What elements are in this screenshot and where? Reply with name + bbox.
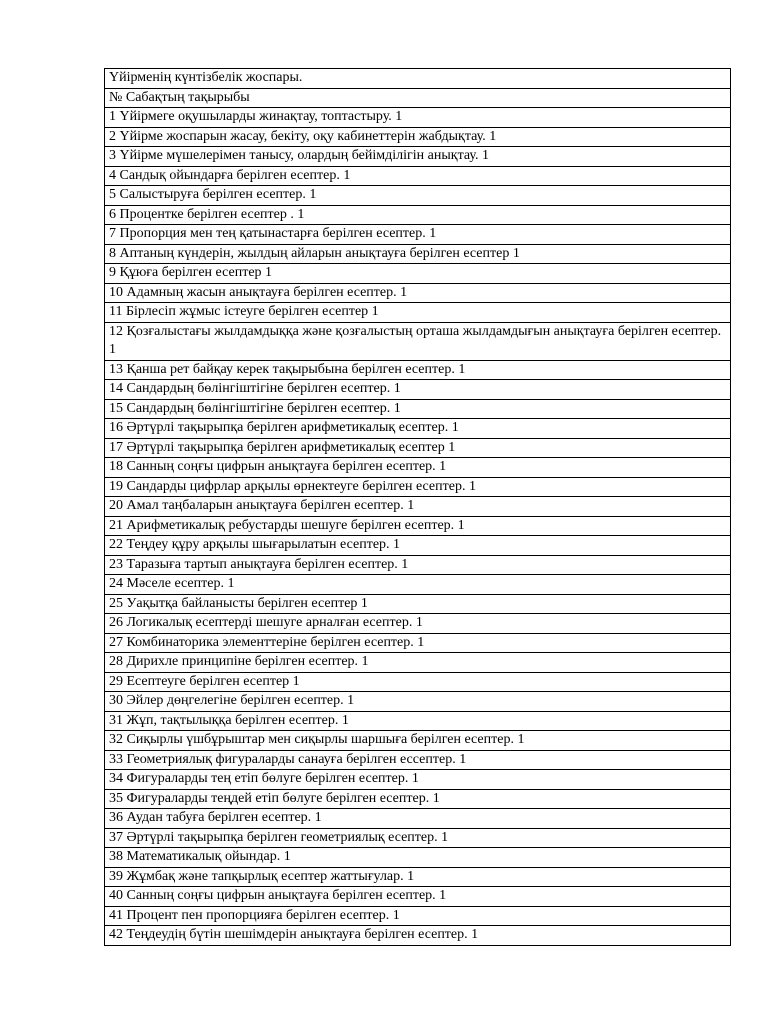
lesson-cell: 6 Процентке берілген есептер . 1 (105, 205, 731, 225)
table-row (105, 399, 731, 419)
lesson-cell: 17 Әртүрлі тақырыпқа берілген арифметикалық есептер 1 (105, 438, 731, 458)
lesson-cell: 29 Есептеуге берілген есептер 1 (105, 672, 731, 692)
lesson-cell: 3 Үйірме мүшелерімен танысу, олардың бейімділігін анықтау. 1 (105, 147, 731, 167)
table-row (105, 283, 731, 303)
table-row (105, 108, 731, 128)
lesson-cell: 12 Қозғалыстағы жылдамдыққа және қозғалыстың орташа жылдамдығын анықтауға берілген есептер. 1 (105, 322, 731, 360)
lesson-cell: 5 Салыстыруға берілген есептер. 1 (105, 186, 731, 206)
lesson-cell: 39 Жұмбақ және тапқырлық есептер жаттығулар. 1 (105, 867, 731, 887)
lesson-cell: 7 Пропорция мен тең қатынастарға берілген есептер. 1 (105, 225, 731, 245)
table-row (105, 303, 731, 323)
table-row (105, 516, 731, 536)
table-row (105, 380, 731, 400)
lesson-cell: 13 Қанша рет байқау керек тақырыбына берілген есептер. 1 (105, 360, 731, 380)
table-row (105, 711, 731, 731)
table-row (105, 692, 731, 712)
table-row (105, 653, 731, 673)
table-row (105, 828, 731, 848)
table-row (105, 906, 731, 926)
table-row (105, 477, 731, 497)
table-header-row (105, 88, 731, 108)
table-row (105, 497, 731, 517)
lesson-cell: 1 Үйірмеге оқушыларды жинақтау, топтастыру. 1 (105, 108, 731, 128)
lesson-cell: 18 Санның соңғы цифрын анықтауға берілген есептер. 1 (105, 458, 731, 478)
table-row (105, 789, 731, 809)
lesson-cell: 30 Эйлер дөңгелегіне берілген есептер. 1 (105, 692, 731, 712)
lesson-cell: 37 Әртүрлі тақырыпқа берілген геометриялық есептер. 1 (105, 828, 731, 848)
lesson-cell: 28 Дирихле принципіне берілген есептер. 1 (105, 653, 731, 673)
lesson-cell: 40 Санның соңғы цифрын анықтауға берілген есептер. 1 (105, 887, 731, 907)
table-row (105, 555, 731, 575)
table-title-row (105, 69, 731, 89)
lesson-cell: 36 Аудан табуға берілген есептер. 1 (105, 809, 731, 829)
table-row (105, 225, 731, 245)
lesson-cell: 21 Арифметикалық ребустарды шешуге берілген есептер. 1 (105, 516, 731, 536)
lesson-cell: 16 Әртүрлі тақырыпқа берілген арифметикалық есептер. 1 (105, 419, 731, 439)
table-row (105, 205, 731, 225)
table-row (105, 594, 731, 614)
lesson-cell: 11 Бірлесіп жұмыс істеуге берілген есептер 1 (105, 303, 731, 323)
table-row (105, 887, 731, 907)
lesson-cell: 35 Фигураларды теңдей етіп бөлуге берілген есептер. 1 (105, 789, 731, 809)
table-row (105, 867, 731, 887)
table-row (105, 186, 731, 206)
lesson-cell: 38 Математикалық ойындар. 1 (105, 848, 731, 868)
table-row (105, 731, 731, 751)
table-row (105, 147, 731, 167)
lesson-cell: 24 Мәселе есептер. 1 (105, 575, 731, 595)
lesson-cell: 41 Процент пен пропорцияға берілген есептер. 1 (105, 906, 731, 926)
table-row (105, 166, 731, 186)
table-row (105, 750, 731, 770)
lesson-cell: 32 Сиқырлы үшбұрыштар мен сиқырлы шаршыға берілген есептер. 1 (105, 731, 731, 751)
table-row (105, 575, 731, 595)
table-row (105, 360, 731, 380)
lesson-cell: 9 Құюға берілген есептер 1 (105, 264, 731, 284)
lesson-cell: 14 Сандардың бөлінгіштігіне берілген есептер. 1 (105, 380, 731, 400)
lesson-cell: 33 Геометриялық фигураларды санауға берілген ессептер. 1 (105, 750, 731, 770)
lesson-cell: 26 Логикалық есептерді шешуге арналған есептер. 1 (105, 614, 731, 634)
table-row (105, 244, 731, 264)
table-row (105, 926, 731, 946)
lesson-cell: 20 Амал таңбаларын анықтауға берілген есептер. 1 (105, 497, 731, 517)
lesson-cell: 8 Аптаның күндерін, жылдың айларын анықтауға берілген есептер 1 (105, 244, 731, 264)
table-row (105, 322, 731, 360)
lesson-cell: 19 Сандарды цифрлар арқылы өрнектеуге берілген есептер. 1 (105, 477, 731, 497)
lesson-cell: 23 Таразыға тартып анықтауға берілген есептер. 1 (105, 555, 731, 575)
table-row (105, 458, 731, 478)
table-row (105, 419, 731, 439)
lesson-cell: 31 Жұп, тақтылыққа берілген есептер. 1 (105, 711, 731, 731)
table-row (105, 672, 731, 692)
lesson-cell: 10 Адамның жасын анықтауға берілген есептер. 1 (105, 283, 731, 303)
lesson-cell: 27 Комбинаторика элементтеріне берілген есептер. 1 (105, 633, 731, 653)
plan-table (104, 68, 731, 946)
table-row (105, 264, 731, 284)
lesson-cell: 22 Теңдеу құру арқылы шығарылатын есептер. 1 (105, 536, 731, 556)
lesson-cell: 42 Теңдеудің бүтін шешімдерін анықтауға берілген есептер. 1 (105, 926, 731, 946)
table-header: № Сабақтың тақырыбы (105, 88, 731, 108)
lesson-cell: 25 Уақытқа байланысты берілген есептер 1 (105, 594, 731, 614)
table-title: Үйірменің күнтізбелік жоспары. (105, 69, 731, 89)
table-row (105, 536, 731, 556)
lesson-cell: 15 Сандардың бөлінгіштігіне берілген есептер. 1 (105, 399, 731, 419)
lesson-cell: 4 Сандық ойындарға берілген есептер. 1 (105, 166, 731, 186)
table-row (105, 633, 731, 653)
table-row (105, 127, 731, 147)
table-row (105, 438, 731, 458)
lesson-cell: 2 Үйірме жоспарын жасау, бекіту, оқу кабинеттерін жабдықтау. 1 (105, 127, 731, 147)
table-row (105, 614, 731, 634)
table-row (105, 809, 731, 829)
table-row (105, 848, 731, 868)
table-row (105, 770, 731, 790)
lesson-cell: 34 Фигураларды тең етіп бөлуге берілген есептер. 1 (105, 770, 731, 790)
